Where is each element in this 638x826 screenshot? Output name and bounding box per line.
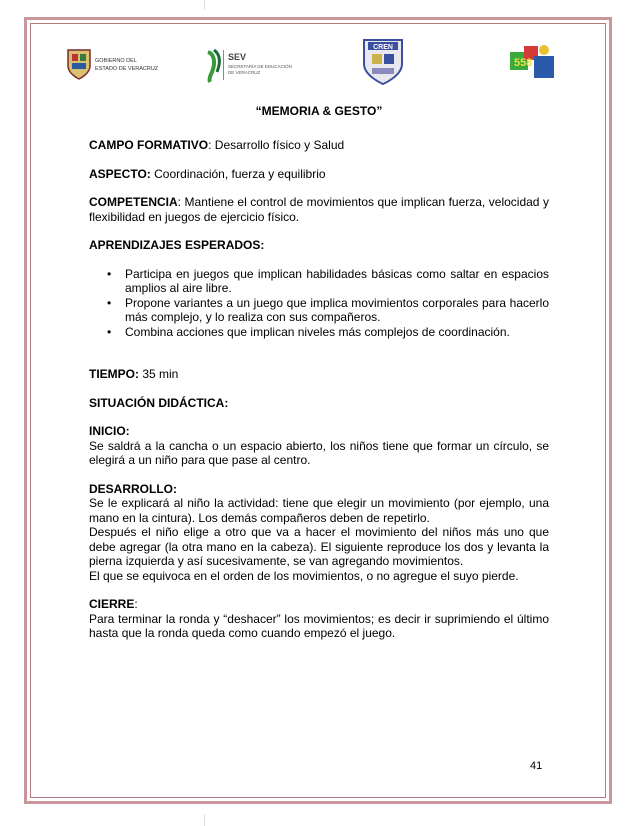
page-crease-top (204, 0, 205, 10)
cierre-label: CIERRE (89, 597, 135, 611)
tiempo (89, 367, 549, 382)
desarrollo-paragraph-3: El que se equivoca en el orden de los movimientos, o no agregue el suyo pierde. (89, 568, 519, 583)
cierre-text: Para terminar la ronda y “deshacer” los movimientos; es decir ir suprimiendo el último hasta que la ronda queda como cuando empezó el juego. (89, 611, 549, 640)
competencia-label: COMPETENCIA (89, 195, 178, 209)
list-item: • Participa en juegos que implican habilidades básicas como saltar en espacios amplios al aire libre. (107, 266, 549, 295)
competencia (89, 195, 549, 224)
list-item: • Propone variantes a un juego que implica movimientos corporales para hacerlo más complejo, y lo realiza con sus compañeros. (107, 295, 549, 324)
tiempo-value: 35 min (139, 367, 179, 381)
aspecto-value: Coordinación, fuerza y equilibrio (150, 166, 326, 181)
desarrollo-heading: DESARROLLO: (89, 481, 177, 496)
campo-value: : Desarrollo físico y Salud (208, 138, 345, 152)
desarrollo-paragraph-2: Después el niño elige a otro que va a hacer el movimiento del niños más uno que debe agregar (la otra mano en la cabeza). El siguiente reproduce los dos y levanta la pierna izquierda y así sucesivamente, se van agregando movimientos. (89, 525, 549, 568)
page-number: 41 (530, 760, 543, 772)
bullet-icon: • (107, 266, 112, 281)
desarrollo-paragraph-1: Se le explicará al niño la actividad: tiene que elegir un movimiento (por ejemplo, una mano en la cintura). Los demás compañeros deben de repetirlo. (89, 496, 549, 525)
bullet-icon: • (107, 324, 112, 339)
cierre-colon: : (134, 597, 138, 611)
svg-text:SECRETARÍA DE EDUCACIÓN: SECRETARÍA DE EDUCACIÓN (228, 64, 292, 69)
logo-lettering: GOBIERNO DEL (95, 58, 137, 64)
cren-logo (360, 36, 406, 86)
inicio-text: Se saldrá a la cancha o un espacio abierto, los niños tiene que formar un círculo, se elegirá a un niño para que pase al centro. (89, 438, 549, 467)
inicio-heading: INICIO: (89, 424, 130, 438)
tiempo-label: TIEMPO: (89, 367, 139, 381)
cierre (89, 597, 549, 612)
page-crease-bottom (204, 814, 205, 826)
campo-formativo (89, 138, 549, 153)
sev-logo (204, 46, 300, 84)
558-logo (508, 42, 558, 82)
svg-text:558: 558 (514, 57, 533, 69)
document-title: “MEMORIA & GESTO” (255, 104, 383, 118)
competencia-value: : Mantiene el control de movimientos que implican fuerza, velocidad y flexibilidad en juegos de ejercicio físico. (89, 195, 549, 224)
list-item: • Combina acciones que implican niveles más complejos de coordinación. (107, 324, 510, 339)
aprendizajes-list (89, 267, 549, 340)
aspecto (89, 167, 549, 182)
aprendizajes-heading: APRENDIZAJES ESPERADOS: (89, 238, 265, 252)
svg-text:SEV: SEV (228, 52, 247, 62)
svg-text:ESTADO DE VERACRUZ: ESTADO DE VERACRUZ (95, 66, 159, 72)
document-body (89, 138, 549, 641)
aspecto-label: ASPECTO: (89, 166, 151, 181)
campo-label: CAMPO FORMATIVO (89, 138, 209, 152)
svg-text:DE VERACRUZ: DE VERACRUZ (228, 70, 261, 75)
gobierno-veracruz-logo (64, 47, 172, 81)
svg-text:CREN: CREN (373, 44, 393, 51)
situacion-heading: SITUACIÓN DIDÁCTICA: (89, 395, 229, 410)
bullet-icon: • (107, 295, 112, 310)
